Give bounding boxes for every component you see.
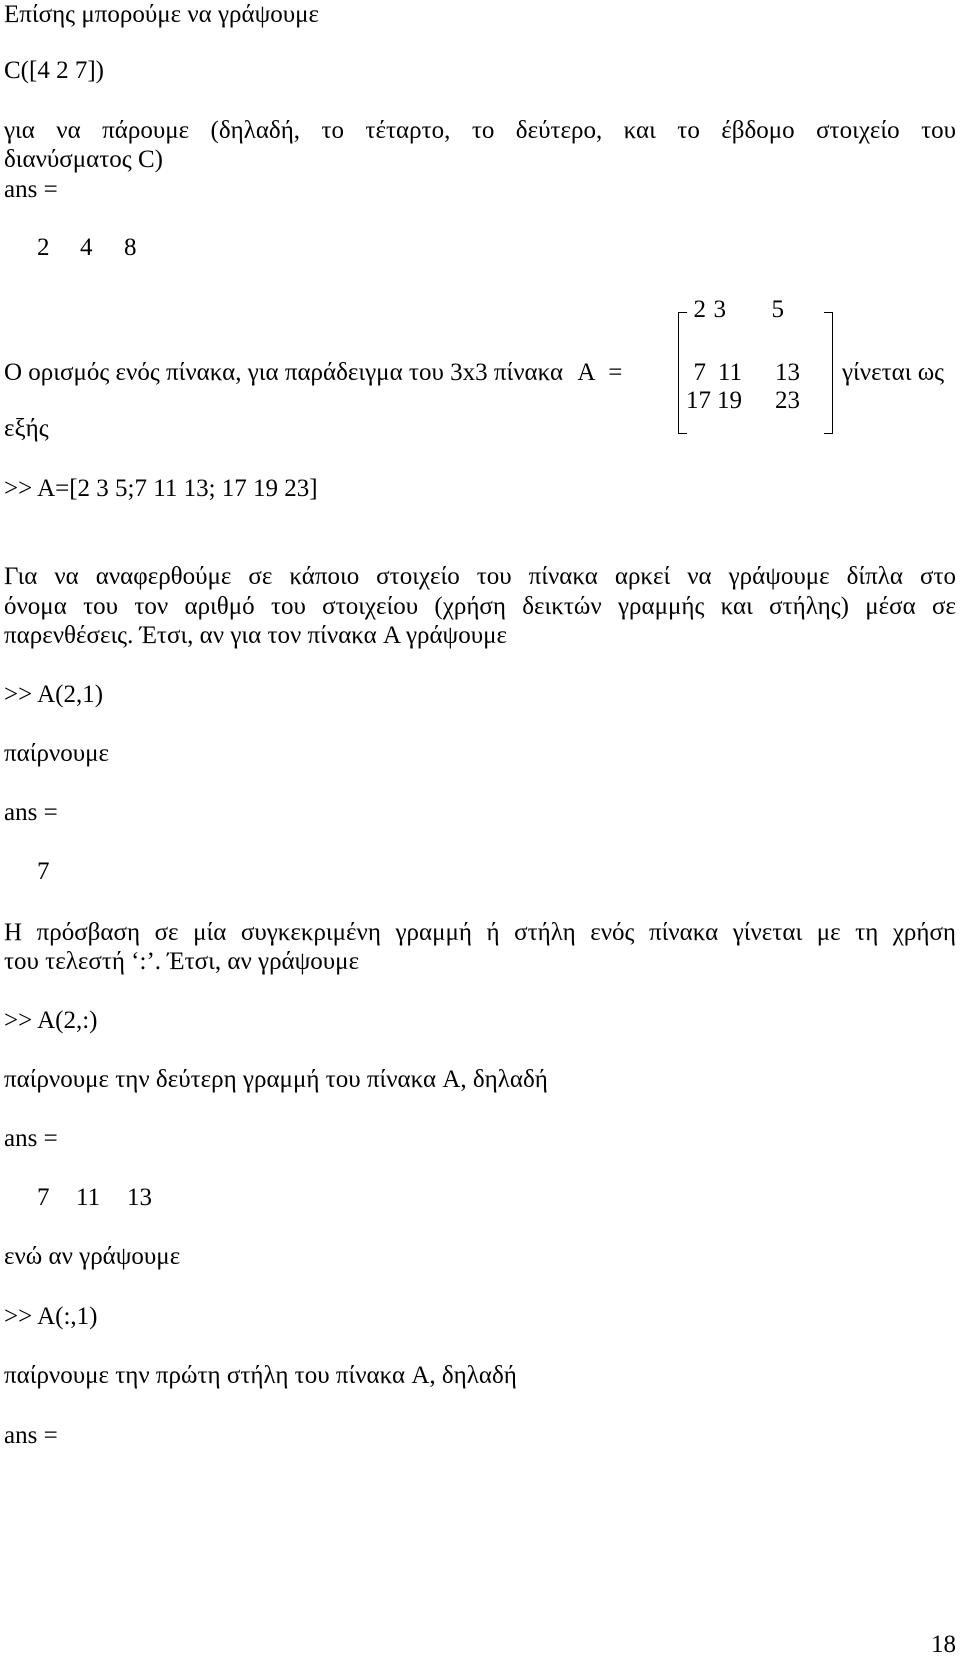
matrix-cell: 2	[693, 296, 706, 323]
paragraph-line: Για να αναφερθούμε σε κάποιο στοιχείο του πίνακα αρκεί να γράψουμε δίπλα στο	[4, 563, 956, 590]
output-value: 4	[80, 234, 93, 261]
ans-label: ans =	[4, 1125, 58, 1152]
paragraph-line: όνομα του τον αριθμό του στοιχείου (χρήση δεικτών γραμμής και στήλης) μέσα σε	[4, 593, 956, 620]
text-line: παίρνουμε την δεύτερη γραμμή του πίνακα A, δηλαδή	[4, 1066, 548, 1093]
text-segment: γίνεται ως	[842, 359, 945, 386]
code-line: C([4 2 7])	[4, 57, 104, 84]
text-line: παίρνουμε	[4, 740, 110, 767]
text-line: διανύσματος C)	[4, 146, 163, 173]
matrix-cell: 3	[713, 296, 726, 323]
text-line: ενώ αν γράψουμε	[4, 1243, 181, 1270]
page-number: 18	[931, 1631, 956, 1658]
output-value: 13	[127, 1184, 152, 1211]
matrix-cell: 7	[693, 359, 706, 386]
matrix-cell: 13	[775, 359, 800, 386]
output-value: 7	[37, 1184, 50, 1211]
output-value: 11	[76, 1184, 101, 1211]
paragraph-line: του τελεστή ‘:’. Έτσι, αν γράψουμε	[4, 948, 360, 975]
output-value: 7	[37, 858, 50, 885]
code-line: >> A(2,:)	[4, 1007, 98, 1034]
paragraph-line: παρενθέσεις. Έτσι, αν για τον πίνακα A γράψουμε	[4, 622, 507, 649]
output-value: 2	[37, 234, 50, 261]
matrix-cell: 23	[775, 387, 800, 414]
equals-sign: =	[608, 359, 623, 386]
matrix-definition-line	[4, 358, 622, 388]
ans-label: ans =	[4, 176, 58, 203]
matrix-cell: 19	[717, 387, 742, 414]
text-segment: Ο ορισμός ενός πίνακα, για παράδειγμα του 3x3 πίνακα	[4, 359, 564, 386]
text-line: παίρνουμε την πρώτη στήλη του πίνακα A, δηλαδή	[4, 1362, 517, 1389]
matrix-cell: 17	[686, 387, 711, 414]
matrix-variable: A	[577, 359, 595, 386]
matrix-cell: 5	[771, 296, 784, 323]
text-line: εξής	[4, 415, 49, 442]
paragraph-line: για να πάρουμε (δηλαδή, το τέταρτο, το δεύτερο, και το έβδομο στοιχείο του	[4, 117, 956, 144]
text-line: Επίσης μπορούμε να γράψουμε	[4, 1, 320, 28]
output-vector	[0, 233, 200, 263]
code-line: >> A(2,1)	[4, 681, 104, 708]
code-line: >> A=[2 3 5;7 11 13; 17 19 23]	[4, 475, 318, 502]
ans-label: ans =	[4, 1422, 58, 1449]
output-vector	[0, 1183, 200, 1213]
paragraph-line: Η πρόσβαση σε μία συγκεκριμένη γραμμή ή στήλη ενός πίνακα γίνεται με τη χρήση	[4, 919, 956, 946]
right-bracket	[824, 312, 833, 434]
ans-label: ans =	[4, 799, 58, 826]
matrix-cell: 11	[717, 359, 742, 386]
code-line: >> A(:,1)	[4, 1303, 98, 1330]
matrix	[678, 296, 833, 434]
output-value: 8	[124, 234, 137, 261]
